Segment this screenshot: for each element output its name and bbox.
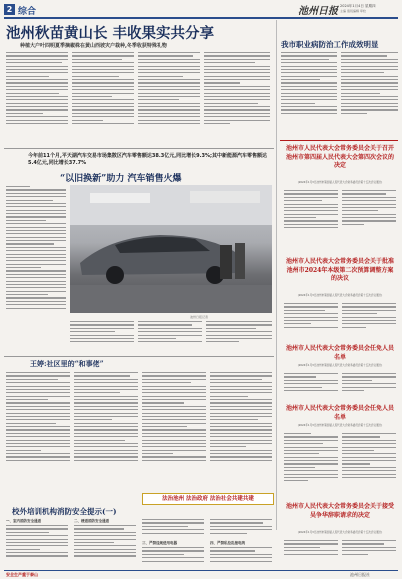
lead-title: 池州秋苗黄山长 丰收果实共分享	[6, 25, 215, 42]
fire-safety-section-4: 四、严禁私拉乱接电线	[210, 541, 245, 545]
resolution-date-2: (2024年1月3日池州市第四届人民代表大会常务委员会第十五次会议通过)	[297, 294, 383, 297]
resolution-body-5b	[342, 540, 396, 566]
lead-column-1	[6, 52, 68, 144]
fire-safety-col-1	[6, 525, 68, 569]
lead-column-2	[72, 52, 134, 144]
fire-safety-col-6	[210, 547, 272, 569]
community-column-1	[6, 372, 70, 490]
fire-safety-section-2: 二、楼道消防安全通道	[74, 519, 109, 523]
fire-safety-col-5	[142, 547, 204, 569]
footer-rule	[4, 570, 398, 571]
page-number-badge: 2	[4, 4, 15, 15]
header-rule	[4, 17, 398, 19]
legal-banner	[142, 493, 274, 505]
resolution-date-4: (2024年1月3日池州市第四届人民代表大会常务委员会第十五次会议通过)	[297, 424, 383, 427]
right-top-column-1	[281, 52, 337, 132]
footer-left: 安全生产重于泰山	[6, 572, 38, 577]
resolution-body-4a	[284, 433, 338, 499]
masthead: 池州日报	[298, 6, 338, 17]
community-column-3	[142, 372, 206, 490]
resolutions-top-rule	[280, 140, 398, 141]
fire-safety-col-3	[142, 519, 204, 539]
community-column-4	[210, 372, 272, 490]
car-photo-caption: 池州日报记者	[190, 315, 209, 319]
editor-line: 主编 值班编辑 审校	[340, 9, 366, 13]
community-title: 王婷:社区里的“和事佬”	[30, 359, 104, 368]
car-column-2	[70, 321, 134, 353]
lead-column-4	[204, 52, 270, 144]
resolution-title-1: 池州市人民代表大会常务委员会关于召开池州市第四届人民代表大会第四次会议的决定	[285, 145, 394, 169]
resolution-body-3a	[284, 373, 338, 401]
date-line: 2024年1月4日 星期四	[340, 4, 376, 8]
resolution-title-3: 池州市人民代表大会常务委员会任免人员名单	[285, 345, 394, 361]
resolution-body-1a	[284, 190, 338, 244]
car-top-rule	[4, 148, 274, 149]
resolution-body-4b	[342, 433, 396, 499]
resolution-title-2: 池州市人民代表大会常务委员会关于批准池州市2024年本级第二次预算调整方案的决议	[285, 258, 394, 282]
lead-subtitle: 种植大户叶四明夏季摘椒株在黄山西坡灾户栽种,冬季收获特殊礼物	[20, 43, 167, 49]
resolution-body-2a	[284, 303, 338, 339]
footer-right: 池州日报社	[350, 572, 370, 577]
community-top-rule	[4, 356, 274, 357]
legal-banner-text: 法治池州 法治政府 法治社会共建共建	[162, 496, 254, 502]
fire-safety-col-2	[74, 525, 136, 569]
right-top-title: 我市职业病防治工作成效明显	[281, 40, 379, 49]
resolution-body-2b	[342, 303, 396, 339]
car-showroom-photo	[70, 185, 272, 313]
column-divider	[276, 20, 277, 530]
resolution-body-3b	[342, 373, 396, 401]
fire-safety-section-1: 一、室内消防安全通道	[6, 519, 41, 523]
resolution-title-5: 池州市人民代表大会常务委员会关于接受吴争华辞职请求的决定	[285, 503, 394, 519]
car-column-4	[206, 321, 272, 353]
resolution-date-5: (2024年1月3日池州市第四届人民代表大会常务委员会第十五次会议通过)	[297, 531, 383, 534]
fire-safety-title: 校外培训机构消防安全提示(一)	[12, 507, 117, 516]
fire-safety-section-3: 三、严禁违规使用电器	[142, 541, 177, 545]
lead-column-3	[138, 52, 200, 144]
car-photo-illustration	[70, 185, 272, 313]
resolution-date-1: (2024年1月3日池州市第四届人民代表大会常务委员会第十五次会议通过)	[297, 181, 383, 184]
section-label: 综合	[18, 7, 37, 17]
resolution-title-4: 池州市人民代表大会常务委员会任免人员名单	[285, 405, 394, 421]
resolution-body-5a	[284, 540, 338, 566]
car-summary: 今年前11个月,平天湖汽车交易市场集散区汽车零售额达38.3亿元,同比增长9.3%;其中新能源汽车零售额达5.4亿元,同比增长37.7%	[28, 153, 267, 166]
resolution-date-3: (2024年1月3日池州市第四届人民代表大会常务委员会第十五次会议通过)	[297, 364, 383, 367]
right-top-column-2	[341, 52, 398, 132]
car-title: “以旧换新”助力 汽车销售火爆	[60, 174, 182, 184]
resolution-body-1b	[342, 190, 396, 244]
fire-safety-col-4	[210, 519, 272, 539]
fire-safety-body	[6, 519, 272, 571]
car-column-3	[138, 321, 202, 353]
community-column-2	[74, 372, 138, 490]
car-column-1	[6, 186, 66, 346]
